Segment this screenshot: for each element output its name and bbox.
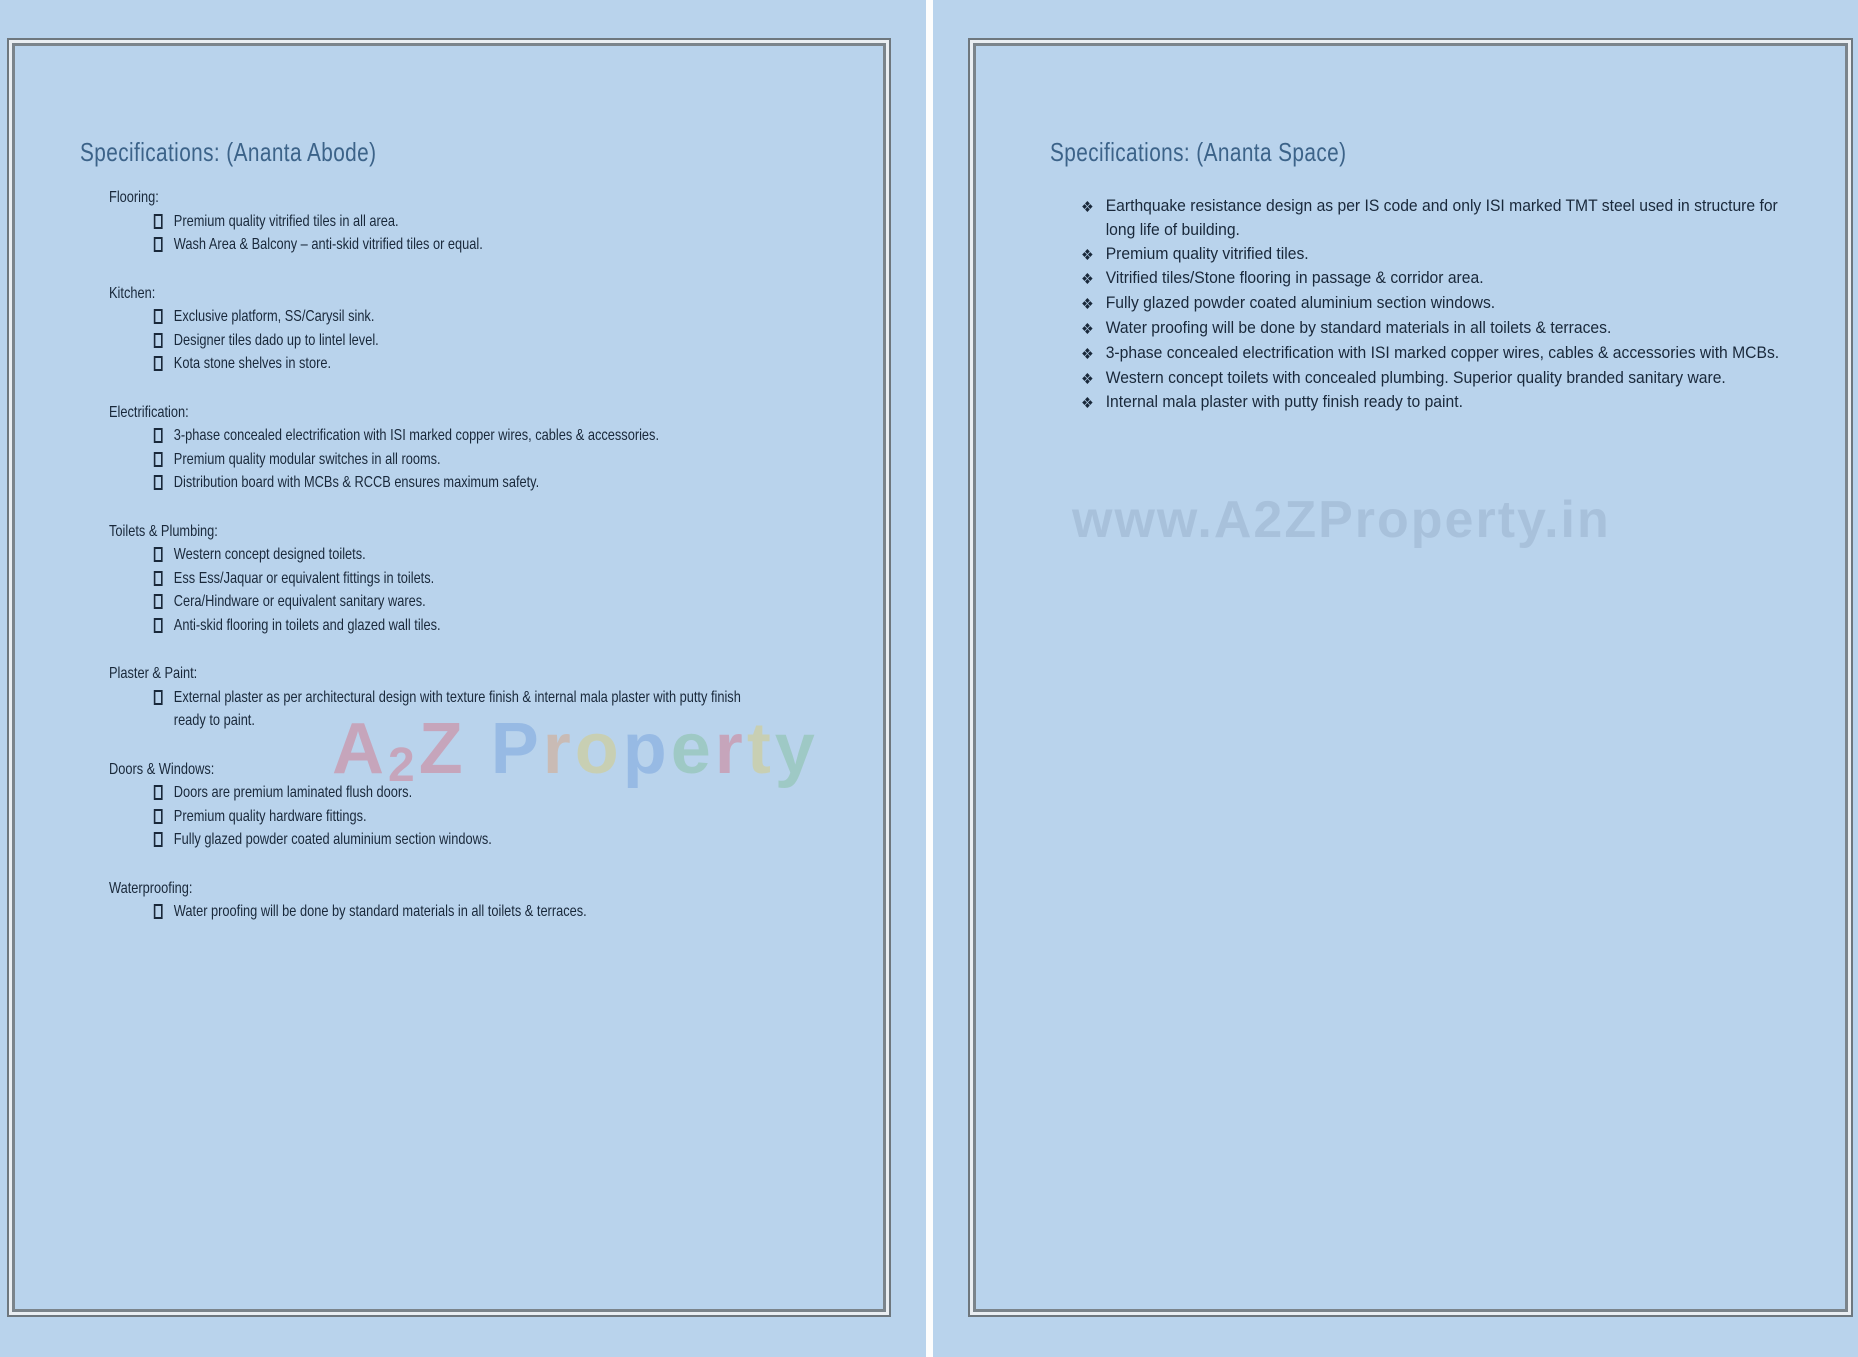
- spec-item: [109, 352, 765, 376]
- spec-item-text: Vitrified tiles/Stone flooring in passage & corridor area.: [1105, 269, 1484, 288]
- spec-item: [109, 329, 765, 353]
- spec-item-text: Premium quality vitrified tiles.: [1105, 244, 1309, 263]
- diamond-bullet-icon: ❖: [1081, 271, 1094, 289]
- box-bullet-icon: [154, 571, 163, 586]
- spec-item: [1081, 195, 1803, 243]
- spec-item: [109, 305, 765, 329]
- spec-item: [1081, 243, 1803, 268]
- a2zproperty-url-watermark: www.A2ZProperty.in: [1072, 491, 1611, 549]
- watermark-letter: r: [542, 709, 575, 789]
- spec-section: [109, 282, 765, 376]
- spec-item-text: Internal mala plaster with putty finish ready to paint.: [1105, 393, 1463, 412]
- spec-section: [109, 186, 765, 257]
- spec-item-text: Earthquake resistance design as per IS code and only ISI marked TMT steel used in structure for long life of building.: [1105, 197, 1778, 239]
- watermark-letter: o: [574, 709, 623, 789]
- watermark-letter: e: [670, 709, 715, 789]
- spec-item-text: Fully glazed powder coated aluminium section windows.: [1105, 294, 1496, 313]
- watermark-letter: P: [490, 709, 543, 789]
- section-title: Plaster & Paint:: [109, 665, 198, 682]
- spec-item: [109, 543, 765, 567]
- spec-section: [109, 401, 765, 495]
- page-ananta-abode: [7, 38, 891, 1317]
- spec-item-text: Cera/Hindware or equivalent sanitary wares.: [173, 593, 426, 610]
- box-bullet-icon: [154, 237, 163, 252]
- diamond-bullet-icon: ❖: [1081, 395, 1094, 413]
- spec-item-text: Designer tiles dado up to lintel level.: [173, 331, 379, 349]
- spec-item-text: Exclusive platform, SS/Carysil sink.: [173, 308, 375, 325]
- watermark-letter: Z: [418, 709, 467, 789]
- section-title: Electrification:: [109, 403, 189, 421]
- diamond-bullet-icon: ❖: [1081, 199, 1094, 216]
- spec-item: [1081, 292, 1803, 317]
- spec-item-text: Anti-skid flooring in toilets and glazed wall tiles.: [173, 616, 441, 634]
- box-bullet-icon: [154, 904, 163, 919]
- spec-item-text: Ess Ess/Jaquar or equivalent fittings in toilets.: [173, 569, 435, 587]
- spec-item: [109, 448, 765, 472]
- watermark-letter: t: [746, 709, 775, 789]
- box-bullet-icon: [154, 428, 163, 443]
- spec-item: [109, 590, 765, 614]
- watermark-letter: p: [622, 709, 671, 789]
- specifications-list-abode: [109, 186, 765, 949]
- spec-item: [109, 828, 765, 852]
- box-bullet-icon: [154, 356, 163, 371]
- box-bullet-icon: [154, 475, 163, 490]
- spec-item: [109, 424, 765, 448]
- spec-section: [109, 877, 765, 924]
- section-title: Kitchen:: [109, 284, 156, 302]
- spec-section: [109, 758, 765, 852]
- spec-item: [1081, 317, 1803, 342]
- diamond-bullet-icon: ❖: [1081, 296, 1094, 314]
- spec-item: [109, 567, 765, 591]
- spec-item: [109, 471, 765, 495]
- box-bullet-icon: [154, 690, 163, 705]
- spec-item-text: Premium quality hardware fittings.: [173, 807, 367, 825]
- diamond-bullet-icon: ❖: [1081, 320, 1094, 338]
- section-title: Toilets & Plumbing:: [109, 522, 218, 540]
- spec-item-text: Water proofing will be done by standard materials in all toilets & terraces.: [1105, 318, 1612, 337]
- box-bullet-icon: [154, 333, 163, 348]
- box-bullet-icon: [154, 785, 163, 800]
- spec-item: [1081, 267, 1803, 292]
- spec-item: [109, 686, 765, 733]
- spec-item-text: 3-phase concealed electrification with ISI marked copper wires, cables & accessories with MCBs.: [1105, 343, 1780, 362]
- page-title-ananta-space: Specifications: (Ananta Space): [1050, 137, 1347, 167]
- spec-item-text: Wash Area & Balcony – anti-skid vitrified tiles or equal.: [173, 236, 483, 253]
- box-bullet-icon: [154, 618, 163, 633]
- spec-section: [109, 520, 765, 638]
- watermark-letter: y: [774, 709, 819, 789]
- spec-item-text: Kota stone shelves in store.: [173, 355, 332, 372]
- section-title: Doors & Windows:: [109, 760, 215, 778]
- spec-item-text: Distribution board with MCBs & RCCB ensures maximum safety.: [173, 474, 540, 491]
- diamond-bullet-icon: ❖: [1081, 246, 1094, 264]
- box-bullet-icon: [154, 809, 163, 824]
- page-ananta-space: [968, 38, 1853, 1317]
- spec-item-text: Fully glazed powder coated aluminium section windows.: [173, 831, 492, 848]
- section-title: Flooring:: [109, 189, 159, 206]
- section-title: Waterproofing:: [109, 879, 193, 897]
- spec-item: [1081, 391, 1803, 416]
- box-bullet-icon: [154, 594, 163, 609]
- watermark-letter: r: [714, 709, 747, 789]
- spec-item-text: Western concept toilets with concealed plumbing. Superior quality branded sanitary ware.: [1105, 368, 1726, 387]
- specifications-list-space: [1081, 195, 1803, 416]
- spec-item: [109, 781, 765, 805]
- spec-item-text: Western concept designed toilets.: [173, 546, 366, 563]
- spec-item: [109, 900, 765, 924]
- diamond-bullet-icon: ❖: [1081, 370, 1094, 388]
- spec-item-text: External plaster as per architectural design with texture finish & internal mala plaster with putty finish ready to paint.: [173, 688, 741, 729]
- spec-item: [109, 233, 765, 257]
- box-bullet-icon: [154, 214, 163, 229]
- spec-item-text: 3-phase concealed electrification with ISI marked copper wires, cables & accessories.: [173, 427, 660, 444]
- spec-item-text: Premium quality vitrified tiles in all area.: [173, 212, 399, 230]
- page-title-ananta-abode: Specifications: (Ananta Abode): [80, 137, 377, 167]
- watermark-letter: 2: [388, 739, 419, 792]
- box-bullet-icon: [154, 452, 163, 467]
- spec-item: [109, 805, 765, 829]
- spec-item-text: Premium quality modular switches in all rooms.: [173, 450, 441, 468]
- box-bullet-icon: [154, 832, 163, 847]
- watermark-letter: A: [332, 709, 388, 789]
- spec-item-text: Doors are premium laminated flush doors.: [173, 784, 413, 801]
- box-bullet-icon: [154, 309, 163, 324]
- spec-item: [109, 614, 765, 638]
- diamond-bullet-icon: ❖: [1081, 345, 1094, 363]
- spec-item: [109, 210, 765, 234]
- spec-item: [1081, 342, 1803, 367]
- box-bullet-icon: [154, 547, 163, 562]
- spec-item: [1081, 367, 1803, 392]
- spec-item-text: Water proofing will be done by standard materials in all toilets & terraces.: [173, 903, 587, 920]
- spec-section: [109, 662, 765, 733]
- page-divider: [926, 0, 933, 1357]
